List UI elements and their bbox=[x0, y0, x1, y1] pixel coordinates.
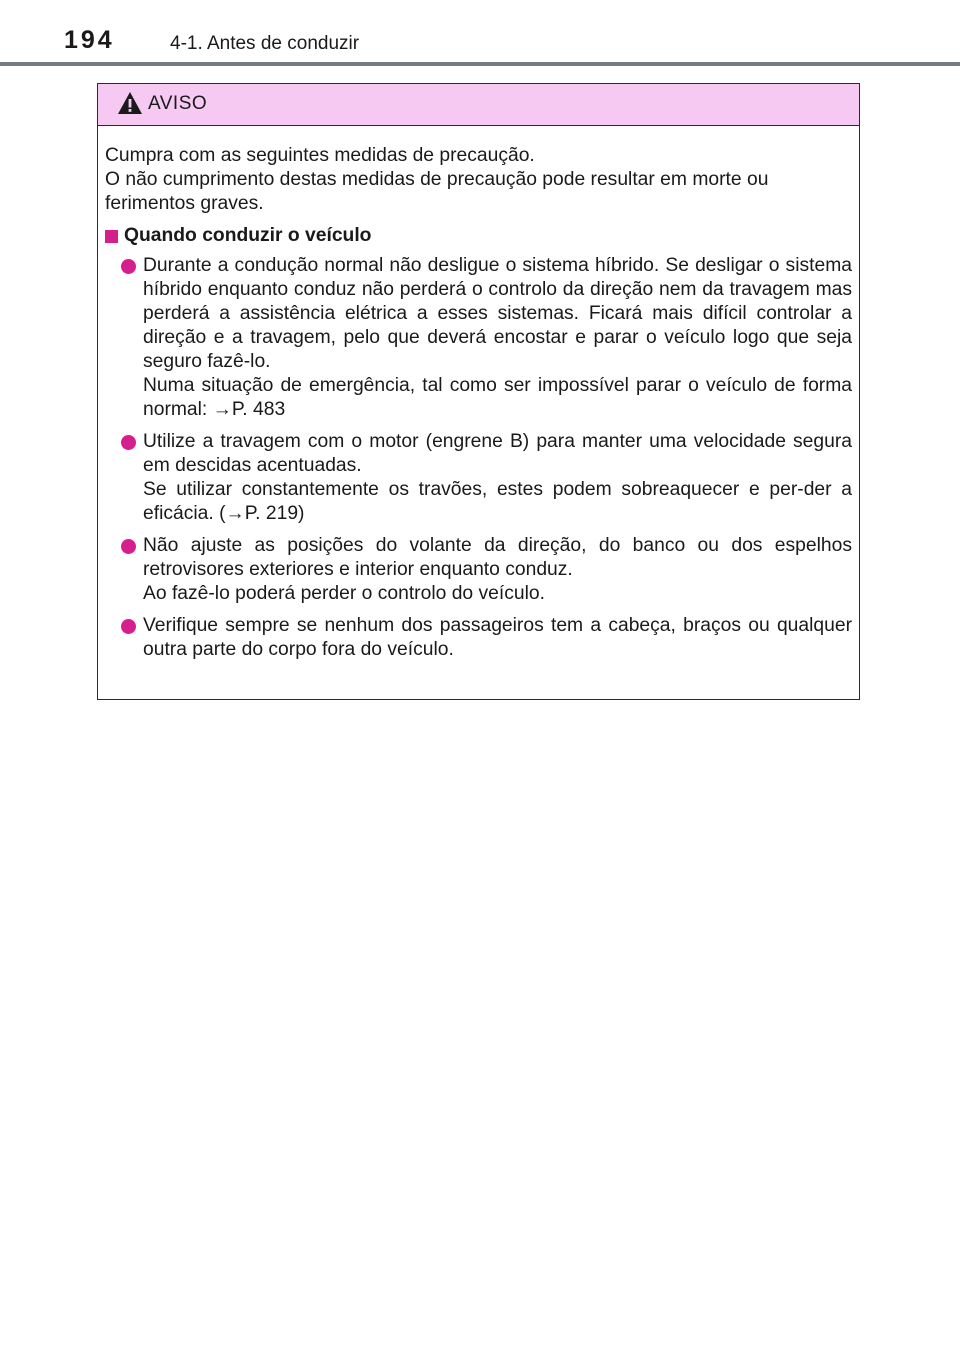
bullet-text: Se utilizar constantemente os travões, estes podem sobreaquecer e per-der a eficácia. (→P. 219) bbox=[143, 479, 852, 524]
warning-header bbox=[98, 84, 859, 126]
subheading-text: Quando conduzir o veículo bbox=[124, 225, 372, 246]
bullet-list bbox=[105, 254, 852, 662]
bullet-text: Verifique sempre se nenhum dos passageiros tem a cabeça, braços ou qualquer outra parte do corpo fora do veículo. bbox=[143, 615, 852, 660]
bullet-text: Não ajuste as posições do volante da direção, do banco ou dos espelhos retrovisores exteriores e interior enquanto conduz. bbox=[143, 535, 852, 580]
bullet-text: Ao fazê-lo poderá perder o controlo do veículo. bbox=[143, 583, 545, 604]
round-bullet-icon bbox=[121, 619, 136, 634]
page-number: 194 bbox=[64, 26, 115, 54]
list-item bbox=[105, 430, 852, 526]
list-item bbox=[105, 534, 852, 606]
round-bullet-icon bbox=[121, 259, 136, 274]
page-header bbox=[0, 0, 960, 70]
warning-triangle-icon bbox=[117, 91, 143, 115]
square-bullet-icon bbox=[105, 230, 118, 243]
intro-line: Cumpra com as seguintes medidas de precaução. bbox=[105, 145, 535, 166]
round-bullet-icon bbox=[121, 435, 136, 450]
warning-intro bbox=[105, 144, 852, 216]
section-title: 4-1. Antes de conduzir bbox=[170, 33, 360, 54]
list-item bbox=[105, 254, 852, 422]
bullet-text: Durante a condução normal não desligue o sistema híbrido. Se desligar o sistema híbrido enquanto conduz não perderá o controlo da direção nem da travagem mas perderá a assistência elétrica a esses sistemas. Ficará mais difícil controlar a direção e a travagem, pelo que deverá encostar e parar o veículo logo que seja seguro fazê-lo. bbox=[143, 255, 852, 372]
round-bullet-icon bbox=[121, 539, 136, 554]
list-item bbox=[105, 614, 852, 662]
warning-label: AVISO bbox=[148, 93, 208, 114]
warning-body bbox=[98, 126, 859, 662]
intro-line: O não cumprimento destas medidas de precaução pode resultar em morte ou ferimentos graves. bbox=[105, 169, 769, 214]
header-rule bbox=[0, 62, 960, 66]
subheading bbox=[105, 224, 852, 248]
bullet-text: Utilize a travagem com o motor (engrene B) para manter uma velocidade segura em descidas acentuadas. bbox=[143, 431, 852, 476]
bullet-text: Numa situação de emergência, tal como ser impossível parar o veículo de forma normal: →P. 483 bbox=[143, 375, 852, 420]
warning-box bbox=[97, 83, 860, 700]
